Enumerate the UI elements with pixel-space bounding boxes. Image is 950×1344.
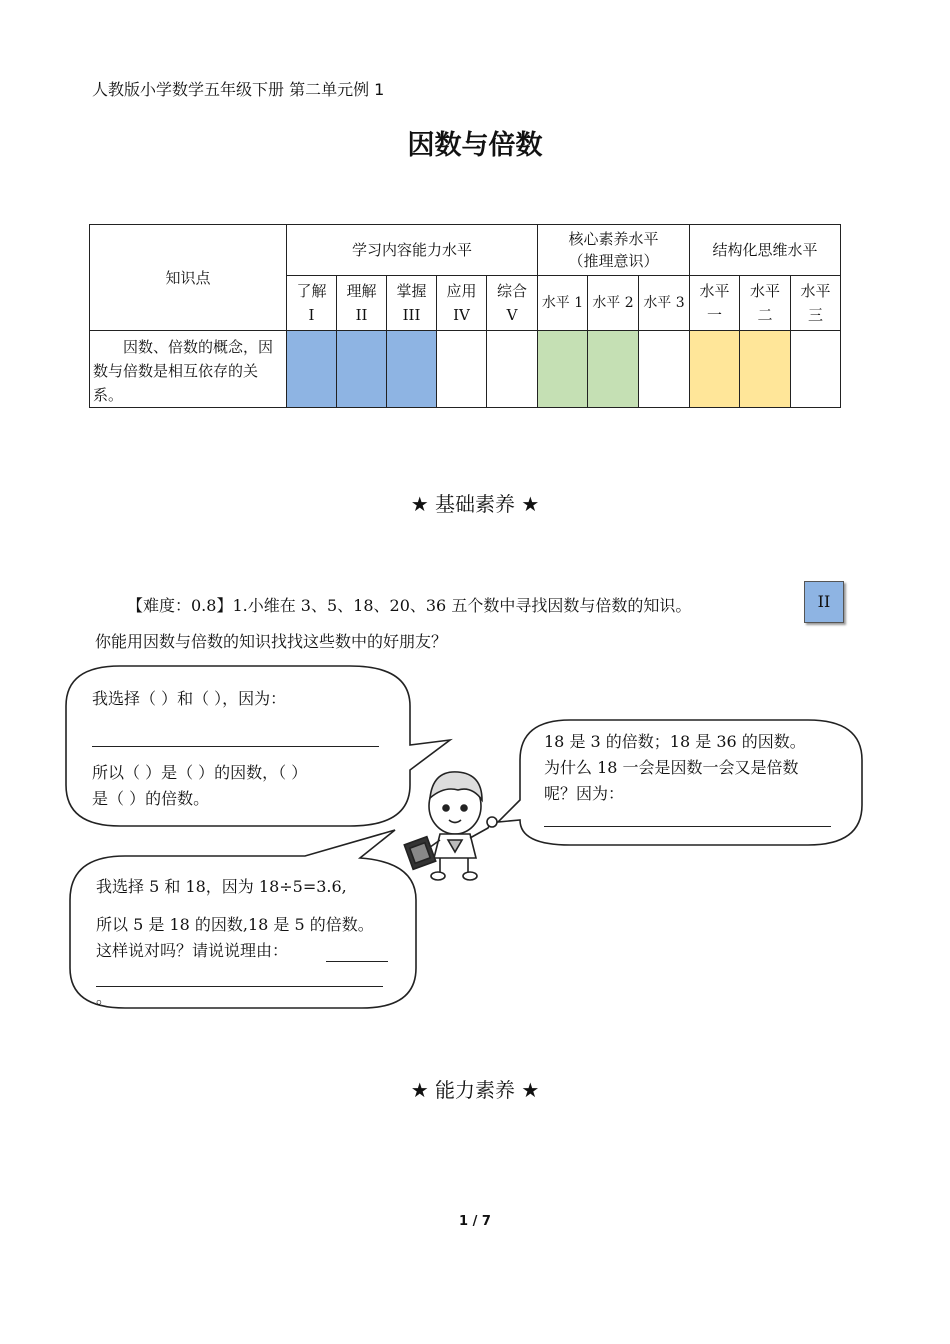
sub-header-cell: 水平 3 [639,276,690,331]
sub-header-cell: 水平 一 [690,276,740,331]
bubble1-line1: 我选择（ ）和（ ），因为： [92,689,287,708]
answer-blank[interactable] [96,964,383,987]
section-heading-ability: ★ 能力素养 ★ [410,1078,540,1102]
sub-header-cell: 水平 二 [740,276,791,331]
sub-header-cell: 理解 II [337,276,387,331]
bubble3-line3: 这样说对吗？请说说理由： [96,941,289,960]
section-heading-basic: ★ 基础素养 ★ [410,492,540,516]
sub-header-cell: 水平 1 [538,276,588,331]
group-header-ability: 学习内容能力水平 [287,225,538,276]
knowledge-point-cell: 因数、倍数的概念，因数与倍数是相互依存的关系。 [90,331,287,408]
bubble1-line3: 是（ ）的倍数。 [92,789,210,808]
group-header-core: 核心素养水平 （推理意识） [538,225,690,276]
sub-header-cell: 应用 IV [437,276,487,331]
page-number: 1 / 7 [459,1214,491,1229]
bubble3-line1: 我选择 5 和 18，因为 18÷5=3.6, [96,877,347,896]
sub-header-cell: 综合 V [487,276,538,331]
answer-blank[interactable] [544,804,831,827]
boy-icon [404,772,497,880]
bubble3-end-mark: 。 [96,988,113,1007]
sub-header-cell: 水平 2 [588,276,639,331]
bubble2-line1: 18 是 3 的倍数；18 是 36 的因数。 [544,732,806,751]
bubble2-line3: 呢？因为： [544,784,625,803]
question-text: 【难度：0.8】1.小维在 3、5、18、20、36 五个数中寻找因数与倍数的知识。 你能用因数与倍数的知识找找这些数中的好朋友？ [95,596,692,651]
page-title: 因数与倍数 [407,130,543,161]
bubble2-line2: 为什么 18 一会是因数一会又是倍数 [544,758,799,777]
group-header-structure: 结构化思维水平 [690,225,841,276]
knowledge-header-cell: 知识点 [90,225,287,331]
sub-header-cell: 了解 I [287,276,337,331]
sub-header-cell: 掌握 III [387,276,437,331]
sub-header-cell: 水平 三 [791,276,841,331]
bubble3-line2: 所以 5 是 18 的因数,18 是 5 的倍数。 [96,915,374,934]
answer-blank[interactable] [326,940,388,962]
header-text: 人教版小学数学五年级下册 第二单元例 1 [92,80,385,99]
level-badge: II [804,581,844,623]
answer-blank[interactable] [92,718,379,747]
bubble1-line2: 所以（ ）是（ ）的因数，（ ） [92,763,308,782]
